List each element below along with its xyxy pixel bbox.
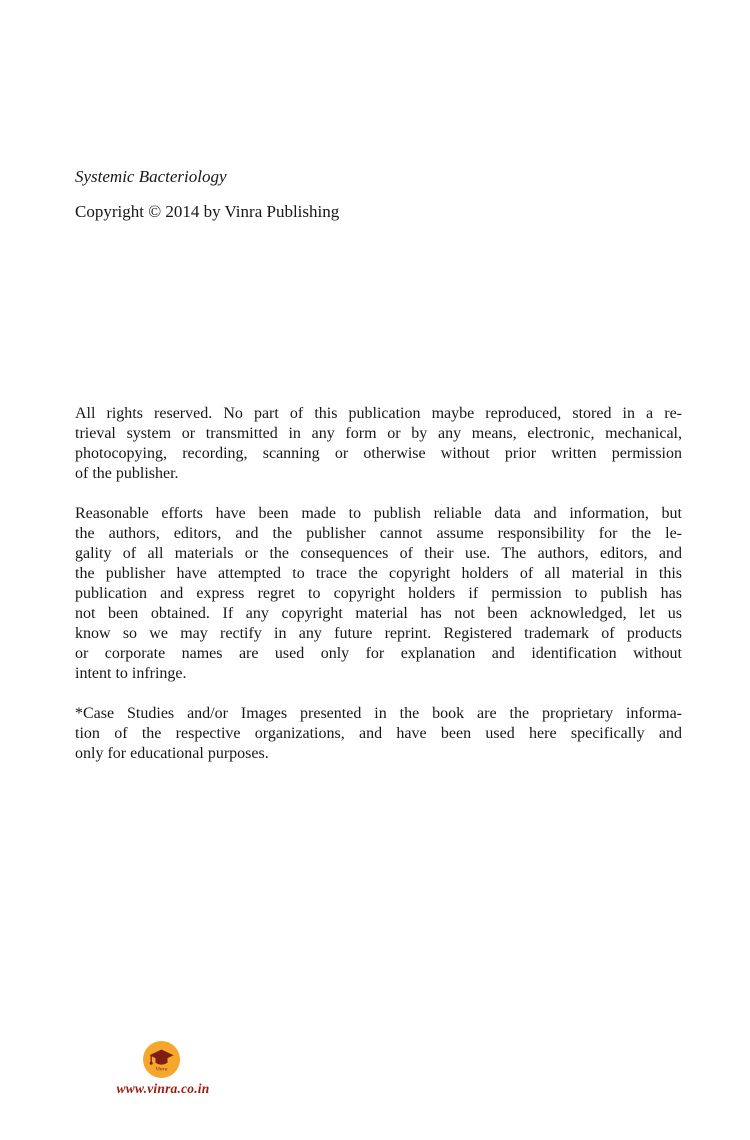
paragraph-line: or corporate names are used only for explanation and identification without [75,645,682,662]
paragraph-line: of the publisher. [75,465,179,482]
legal-paragraph [75,404,682,484]
paragraph-line: trieval system or transmitted in any form or by any means, electronic, mechanical, [75,425,682,442]
paragraph-line: *Case Studies and/or Images presented in the book are the proprietary informa- [75,705,682,722]
paragraph-line: photocopying, recording, scanning or otherwise without prior written permission [75,445,682,462]
paragraph-line: publication and express regret to copyright holders if permission to publish has [75,585,682,602]
logo-inner-text: Vinra [155,1066,168,1073]
paragraph-line: gality of all materials or the consequences of their use. The authors, editors, and [75,545,682,562]
paragraph-line: intent to infringe. [75,665,187,682]
paragraph-line: All rights reserved. No part of this publication maybe reproduced, stored in a re- [75,405,682,422]
copyright-line: Copyright © 2014 by Vinra Publishing [75,202,340,221]
paragraph-line: know so we may rectify in any future reprint. Registered trademark of products [75,625,682,642]
paragraph-line: not been obtained. If any copyright material has not been acknowledged, let us [75,605,682,622]
publisher-website-url: www.vinra.co.in [116,1081,210,1096]
paragraph-line: Reasonable efforts have been made to publish reliable data and information, but [75,505,682,522]
paragraph-line: the publisher have attempted to trace the copyright holders of all material in this [75,565,682,582]
publisher-logo [143,1041,180,1078]
legal-paragraph [75,504,682,684]
paragraph-line: tion of the respective organizations, and have been used here specifically and [75,725,682,742]
legal-paragraph [75,704,682,764]
paragraph-line: the authors, editors, and the publisher cannot assume responsibility for the le- [75,525,682,542]
paragraph-line: only for educational purposes. [75,745,269,762]
cap-shapes [150,1050,174,1065]
book-title: Systemic Bacteriology [75,167,227,186]
graduation-cap-icon [145,1043,178,1076]
legal-paragraphs [75,404,682,764]
